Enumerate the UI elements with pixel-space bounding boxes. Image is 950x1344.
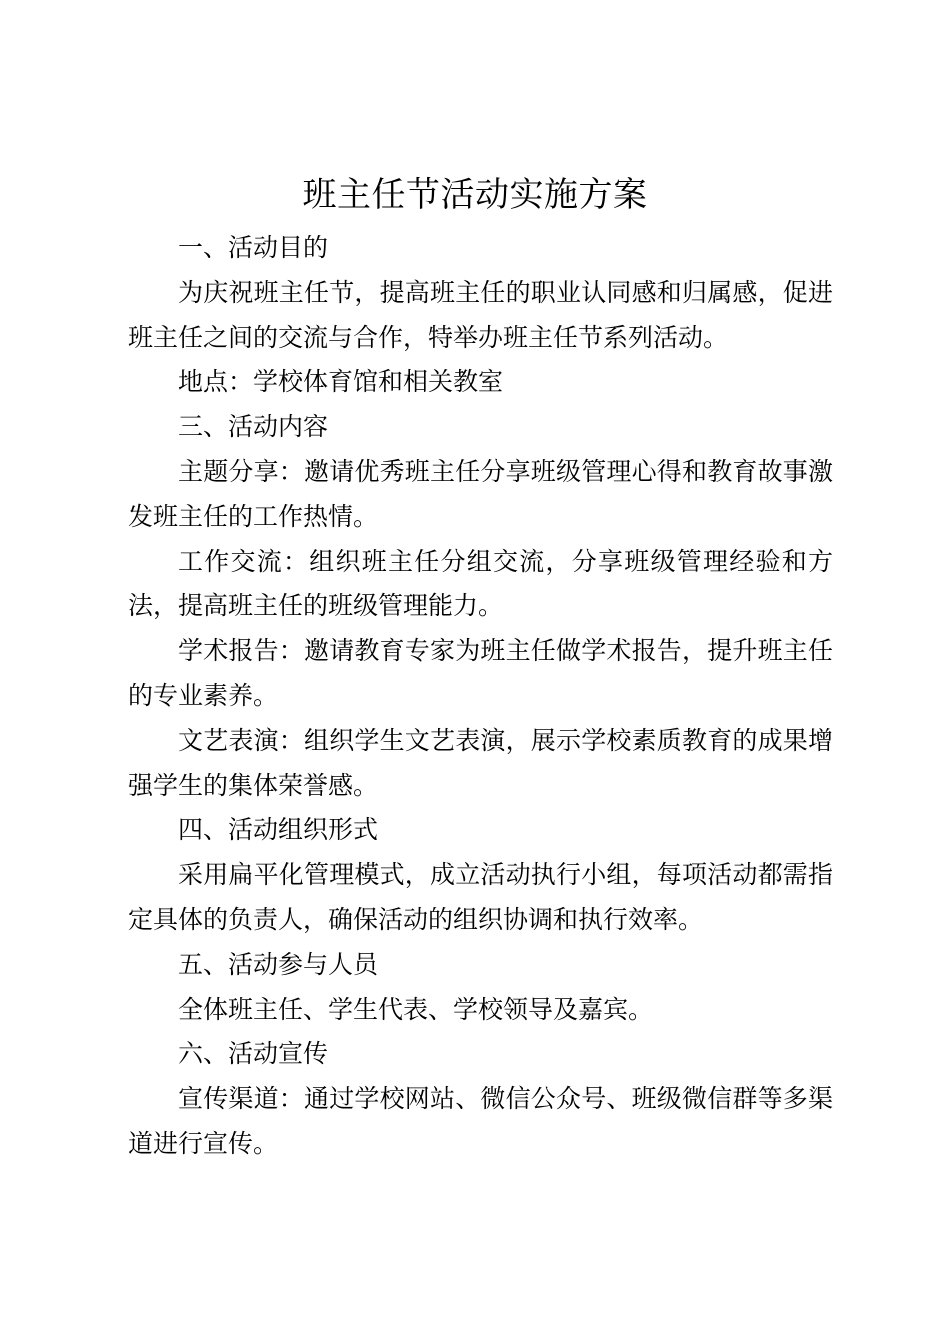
document-title: 班主任节活动实施方案 [302, 175, 648, 215]
paragraph-performance: 文艺表演：组织学生文艺表演，展示学校素质教育的成果增强学生的集体荣誉感。 [128, 725, 833, 800]
section-heading-purpose: 一、活动目的 [178, 233, 329, 262]
paragraph-publicity: 宣传渠道：通过学校网站、微信公众号、班级微信群等多渠道进行宣传。 [128, 1084, 833, 1158]
paragraph-purpose: 为庆祝班主任节，提高班主任的职业认同感和归属感，促进班主任之间的交流与合作，特举办班主任节系列活动。 [128, 277, 833, 352]
paragraph-participants: 全体班主任、学生代表、学校领导及嘉宾。 [178, 994, 654, 1024]
paragraph-theme-sharing: 主题分享：邀请优秀班主任分享班级管理心得和教育故事激发班主任的工作热情。 [128, 456, 833, 531]
section-heading-participants: 五、活动参与人员 [178, 949, 379, 979]
paragraph-organization: 采用扁平化管理模式，成立活动执行小组，每项活动都需指定具体的负责人，确保活动的组织协调和执行效率。 [128, 860, 833, 934]
paragraph-work-exchange: 工作交流：组织班主任分组交流，分享班级管理经验和方法，提高班主任的班级管理能力。 [128, 546, 833, 621]
paragraph-academic-report: 学术报告：邀请教育专家为班主任做学术报告，提升班主任的专业素养。 [128, 636, 833, 710]
paragraph-location: 地点：学校体育馆和相关教室 [178, 367, 504, 397]
section-heading-content: 三、活动内容 [178, 412, 329, 442]
section-heading-organization: 四、活动组织形式 [178, 815, 379, 845]
document-body [128, 226, 833, 1167]
section-heading-publicity: 六、活动宣传 [178, 1039, 329, 1069]
